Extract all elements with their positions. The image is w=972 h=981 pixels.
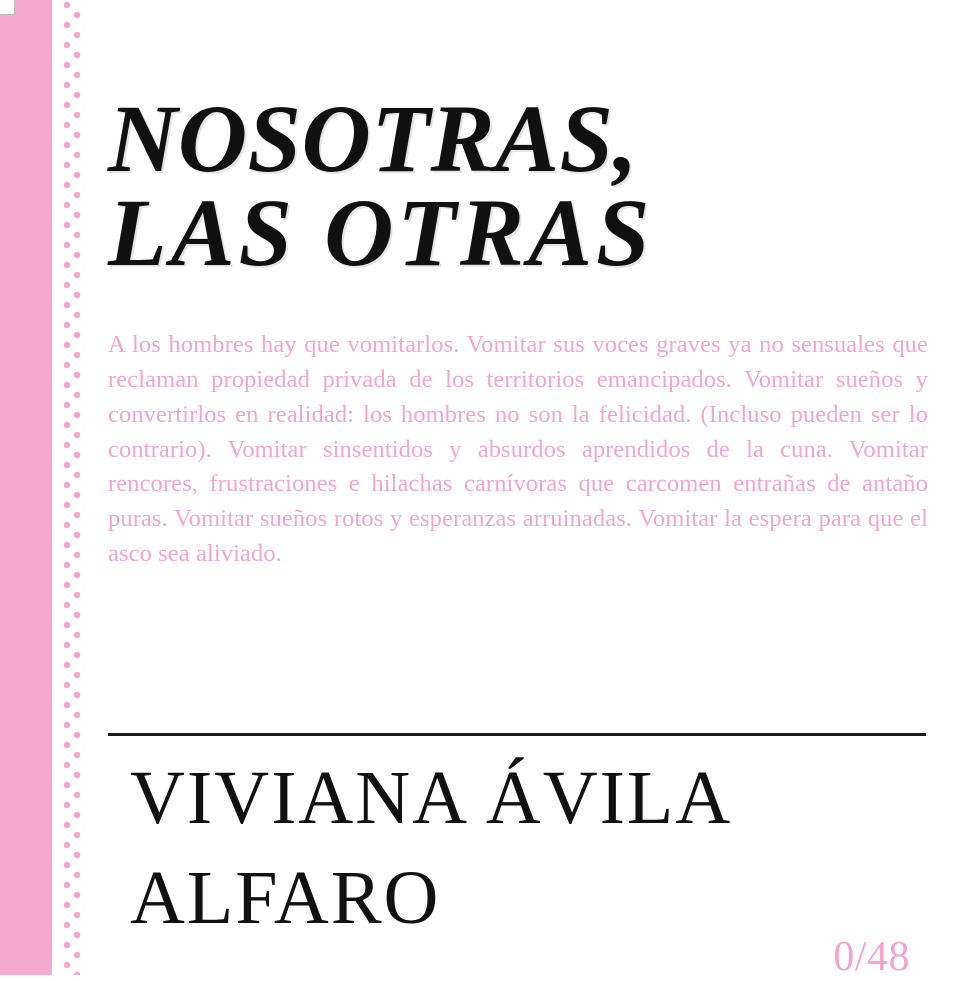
horizontal-rule: [108, 733, 926, 736]
author-name-line-2: ALFARO: [130, 856, 441, 941]
dotted-pattern-band: [62, 0, 84, 975]
page-title: [108, 0, 932, 287]
pink-side-band: [0, 0, 52, 975]
page-title-line-1: NOSOTRAS,: [108, 85, 638, 192]
page-content: [108, 0, 932, 980]
author-name-line-1: VIVIANA ÁVILA: [130, 756, 733, 840]
white-gap: [52, 0, 62, 975]
page-title-line-2: LAS OTRAS: [108, 179, 654, 287]
author-name: [130, 748, 930, 949]
corner-crop-mark: [0, 0, 15, 15]
page-folio: 0/48: [833, 934, 910, 980]
body-paragraph: A los hombres hay que vomitarlos. Vomitar sus voces graves ya no sensuales que reclaman propiedad privada de los territorios emancipados. Vomitar sueños y convertirlos en realidad: los hombres no son la felicidad. (Incluso pueden ser lo contrario). Vomitar sinsentidos y absurdos aprendidos de la cuna. Vomitar rencores, frustraciones e hilachas carnívoras que carcomen entrañas de antaño puras. Vomitar sueños rotos y esperanzas arruinadas. Vomitar la espera para que el asco sea aliviado.: [108, 331, 928, 567]
